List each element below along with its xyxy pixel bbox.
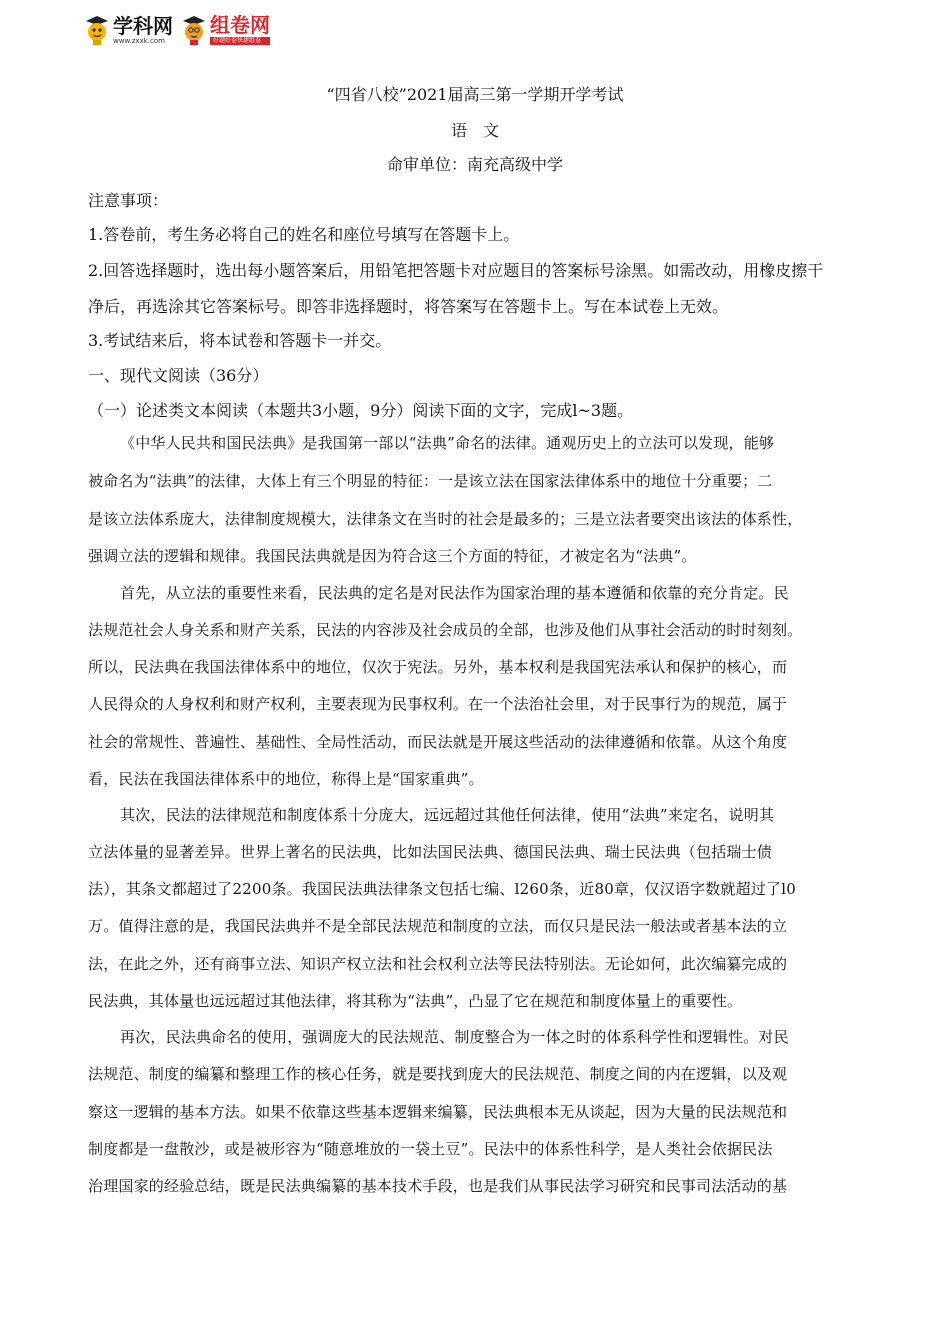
passage-line: 社会的常规性、普遍性、基础性、全局性活动，而民法就是开展这些活动的法律遵循和依靠。从这个角度 [88,733,788,751]
zujuan-logo [181,15,270,45]
section-heading: 一、现代文阅读（36分） [88,366,269,385]
passage-line: 法规范、制度的编纂和整理工作的核心任务，就是要找到庞大的民法规范、制度之间的内在逻辑，以及观 [88,1065,788,1083]
subsection-heading: （一）论述类文本阅读（本题共3小题，9分）阅读下面的文字，完成l~3题。 [88,401,634,420]
setter-line: 命审单位：南充高级中学 [386,155,563,174]
subject-title: 语 文 [450,121,499,140]
passage-line: 人民得众的人身权利和财产权利，主要表现为民事权利。在一个法治社会里，对于民事行为的规范，属于 [88,695,788,713]
passage-line: 强调立法的逻辑和规律。我国民法典就是因为符合这三个方面的特征，才被定名为“法典”。 [88,547,697,565]
passage-line: 所以，民法典在我国法律体系中的地位，仅次于宪法。另外，基本权利是我国宪法承认和保护的核心，而 [88,658,788,676]
passage-line: 万。值得注意的是，我国民法典并不是全部民法规范和制度的立法，而仅只是民法一般法或者基本法的立 [88,917,788,935]
mascot-icon [181,15,207,45]
header-logos [84,10,278,50]
note-item-3: 3.考试结来后，将本试卷和答题卡一并交。 [88,331,392,350]
mascot-icon [84,15,110,45]
exam-title: “四省八校”2021届高三第一学期开学考试 [326,85,624,104]
note-item-2-line-1: 2.回答选择题时，选出每小题答案后，用铅笔把答题卡对应题目的答案标号涂黑。如需改动，用橡皮擦干 [88,261,824,280]
passage-line: 再次，民法典命名的使用，强调庞大的民法规范、制度整合为一体之时的体系科学性和逻辑性。对民 [120,1028,789,1046]
passage-line: 法，在此之外，还有商事立法、知识产权立法和社会权利立法等民法特别法。无论如何，此次编纂完成的 [88,955,788,973]
xkw-logo-text: 学科网 [113,13,173,38]
passage-line: 其次，民法的法律规范和制度体系十分庞大，远远超过其他任何法律，使用“法典”来定名，说明其 [120,806,775,824]
passage-line: 察这一逻辑的基本方法。如果不依靠这些基本逻辑来编纂，民法典根本无从谈起，因为大量的民法规范和 [88,1103,788,1121]
notes-heading: 注意事项： [88,191,169,210]
passage-line: 治理国家的经验总结，既是民法典编纂的基本技术手段，也是我们从事民法学习研究和民事司法活动的基 [88,1177,788,1195]
note-item-2-line-2: 净后，再选涂其它答案标号。即答非选择题时，将答案写在答题卡上。写在本试卷上无效。 [88,297,729,316]
zujuan-logo-ribbon: 好题好卷快捷组卷 [210,37,270,45]
xkw-logo [84,15,173,45]
passage-line: 被命名为“法典”的法律，大体上有三个明显的特征：一是该立法在国家法律体系中的地位十分重要；二 [88,472,773,490]
xkw-logo-url: www.zxxk.com [113,36,165,45]
passage-line: 看，民法在我国法律体系中的地位，称得上是“国家重典”。 [88,770,484,788]
passage-line: 法），其条文都超过了2200条。我国民法典法律条文包括七编、l260条，近80章，仅汉语字数就超过了l0 [88,880,796,898]
passage-line: 立法体量的显著差异。世界上著名的民法典，比如法国民法典、德国民法典、瑞士民法典（包括瑞士债 [88,843,773,861]
passage-line: 是该立法体系庞大，法律制度规模大，法律条文在当时的社会是最多的；三是立法者要突出该法的体系性， [88,510,803,528]
passage-line: 法规范社会人身关系和财产关系，民法的内容涉及社会成员的全部，也涉及他们从事社会活动的时时刻刻。 [88,621,803,639]
passage-line: 《中华人民共和国民法典》是我国第一部以“法典”命名的法律。通观历史上的立法可以发现，能够 [120,434,775,452]
zujuan-logo-text: 组卷网 [210,13,270,37]
passage-line: 制度都是一盘散沙，或是被形容为“随意堆放的一袋土豆”。民法中的体系性科学，是人类社会依据民法 [88,1140,773,1158]
passage-line: 民法典，其体量也远远超过其他法律，将其称为“法典”，凸显了它在规范和制度体量上的重要性。 [88,992,743,1010]
note-item-1: 1.答卷前，考生务必将自己的姓名和座位号填写在答题卡上。 [88,225,520,244]
passage-line: 首先，从立法的重要性来看，民法典的定名是对民法作为国家治理的基本遵循和依靠的充分肯定。民 [120,584,789,602]
